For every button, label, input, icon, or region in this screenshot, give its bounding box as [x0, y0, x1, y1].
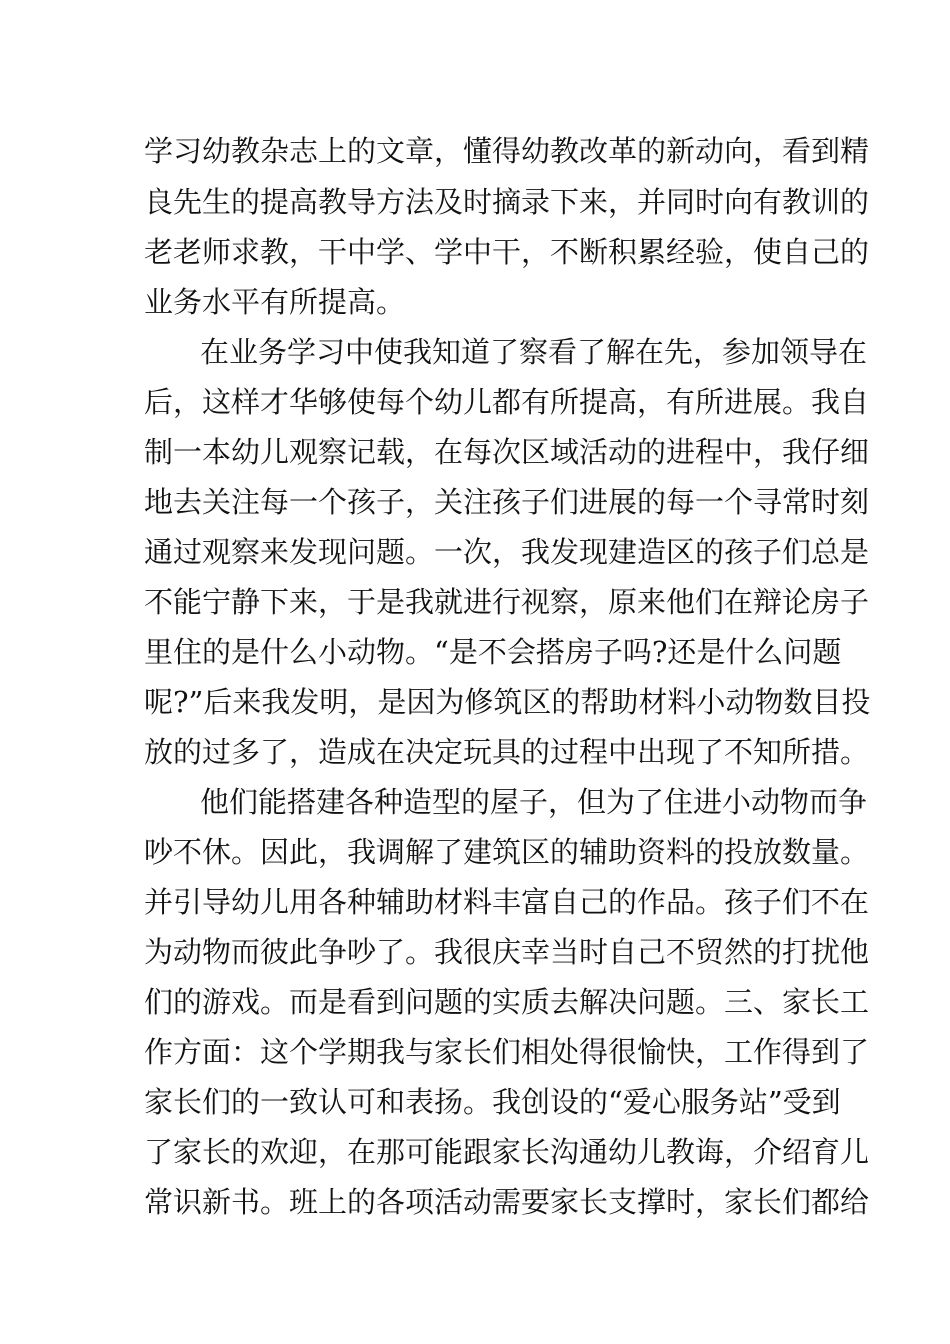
text-line: 吵不休。因此，我调解了建筑区的辅助资料的投放数量。	[144, 835, 870, 869]
text-line: 制一本幼儿观察记载，在每次区域活动的进程中，我仔细	[144, 435, 870, 469]
text-line: 老老师求教，干中学、学中干，不断积累经验，使自己的	[144, 235, 870, 269]
text-line: 常识新书。班上的各项活动需要家长支撑时，家长们都给	[144, 1185, 870, 1219]
text-line: 呢?”后来我发明，是因为修筑区的帮助材料小动物数目投	[144, 685, 871, 719]
text-line: 地去关注每一个孩子，关注孩子们进展的每一个寻常时刻	[144, 485, 870, 519]
text-line: 里住的是什么小动物。“是不会搭房子吗?还是什么问题	[144, 635, 842, 669]
text-line: 通过观察来发现问题。一次，我发现建造区的孩子们总是	[144, 535, 870, 569]
text-line: 并引导幼儿用各种辅助材料丰富自己的作品。孩子们不在	[144, 885, 870, 919]
text-line: 学习幼教杂志上的文章，懂得幼教改革的新动向，看到精	[144, 134, 870, 168]
text-line: 们的游戏。而是看到问题的实质去解决问题。三、家长工	[144, 985, 870, 1019]
text-line: 了家长的欢迎，在那可能跟家长沟通幼儿教诲，介绍育儿	[144, 1135, 870, 1169]
text-line: 作方面：这个学期我与家长们相处得很愉快，工作得到了	[144, 1035, 870, 1069]
text-line: 为动物而彼此争吵了。我很庆幸当时自己不贸然的打扰他	[144, 935, 870, 969]
text-line: 不能宁静下来，于是我就进行视察，原来他们在辩论房子	[144, 585, 870, 619]
text-line: 后，这样才华够使每个幼儿都有所提高，有所进展。我自	[144, 385, 870, 419]
text-line: 家长们的一致认可和表扬。我创设的“爱心服务站”受到	[144, 1085, 841, 1119]
text-line: 业务水平有所提高。	[144, 285, 406, 319]
text-line: 良先生的提高教导方法及时摘录下来，并同时向有教训的	[144, 185, 870, 219]
text-line: 放的过多了，造成在决定玩具的过程中出现了不知所措。	[144, 735, 870, 769]
paragraph-first-line: 在业务学习中使我知道了察看了解在先，参加领导在	[200, 335, 868, 369]
paragraph-first-line: 他们能搭建各种造型的屋子，但为了住进小动物而争	[200, 785, 868, 819]
